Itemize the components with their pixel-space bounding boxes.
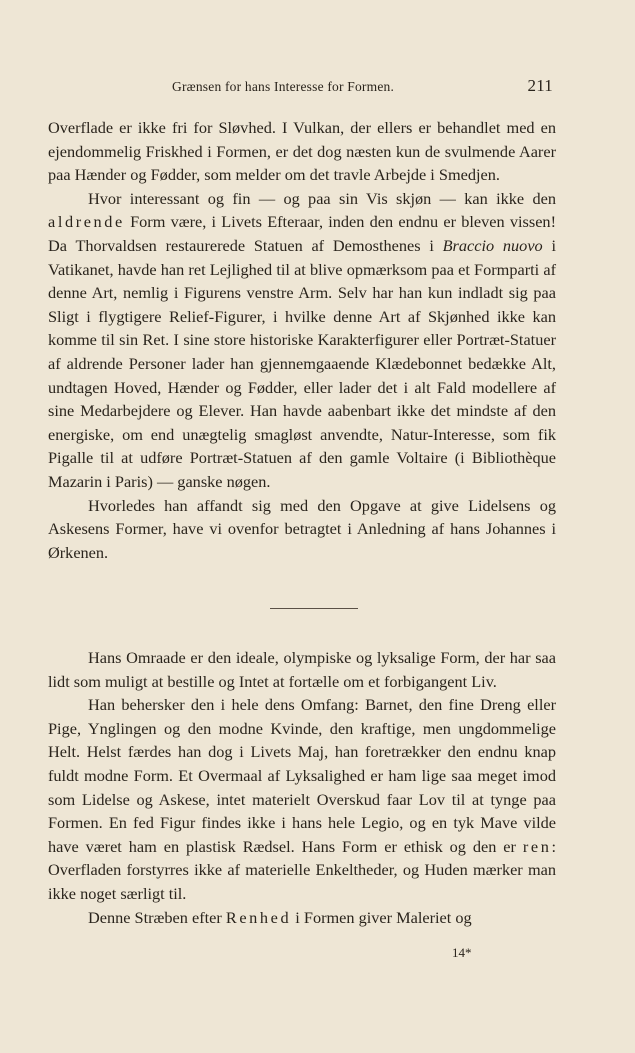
text-run: Han behersker den i hele dens Omfang: Barnet, den fine Dreng eller Pige, Ynglingen og den modne Kvinde, den kraftige, men ungdommelige Helt. Helst færdes han dog i Livets Maj, han foretrækker den endnu knap fuldt modne Form. Et Overmaal af Lyksalighed er ham lige saa meget imod som Lidelse og Askese, intet materielt Overskud faar Lov til at tynge paa Formen. En fed Figur findes ikke i hans hele Legio, og en tyk Mave vilde have været ham en plastisk Rædsel. Hans Form er ethisk og den er (48, 695, 556, 856)
top-text-block (48, 116, 556, 564)
signature-mark: 14* (452, 945, 472, 960)
emphasis-spaced: Renhed (225, 907, 292, 927)
text-run: : Overfladen forstyrres ikke af materielle Enkeltheder, og Huden mærker man ikke noget særligt til. (48, 836, 556, 903)
paragraph (48, 693, 556, 905)
paragraph: Overflade er ikke fri for Sløvhed. I Vulkan, der ellers er behandlet med en ejendommelig Friskhed i Formen, er det dog næsten kun de svulmende Aarer paa Hænder og Fødder, som melder om det travle Arbejde i Smedjen. (48, 118, 556, 185)
text-run: Denne Stræben efter (88, 907, 226, 927)
paragraph: Hans Omraade er den ideale, olympiske og lyksalige Form, der har saa lidt som muligt at bestille og Intet at fortælle om et forbigangent Liv. (48, 648, 556, 691)
section-divider (270, 608, 358, 609)
text-run: Hvor interessant og fin — og paa sin Vis skjøn — kan ikke den (88, 188, 556, 208)
paragraph: Hvorledes han affandt sig med den Opgave at give Lidelsens og Askesens Former, have vi ovenfor betragtet i Anledning af hans Johannes i Ørkenen. (48, 495, 556, 562)
text-run: Form være, i Livets Efteraar, inden den endnu er bleven vissen! Da Thorvaldsen restaurerede Statuen af Demosthenes i (48, 212, 556, 255)
text-run: i Formen giver Maleriet og (291, 907, 472, 927)
running-head (172, 76, 553, 98)
emphasis-spaced: ren (522, 836, 552, 856)
paragraph (48, 187, 556, 494)
running-title: Grænsen for hans Interesse for Formen. (172, 79, 395, 94)
emphasis-italic: Braccio nuovo (442, 235, 543, 255)
paragraph (48, 906, 556, 930)
page-number: 211 (527, 76, 553, 95)
text-run: i Vatikanet, havde han ret Lejlighed til at blive opmærksom paa et Formparti af denne Art, nemlig i Figurens venstre Arm. Selv har han kun indladt sig paa Sligt i flygtigere Relief-Figurer, i hvilke denne Art af Skjønhed ikke kan komme til sin Ret. I sine store historiske Karakterfigurer eller Portræt-Statuer af aldrende Personer lader han gjennemgaaende Klædebonnet bedække Alt, undtagen Hoved, Hænder og Fødder, eller lader det i alt Fald modellere af sine Medarbejdere og Elever. Han havde aabenbart ikke det mindste af den energiske, om end unægtelig smagløst anvendte, Natur-Interesse, som fik Pigalle til at udføre Portræt-Statuen af den gamle Voltaire (i Bibliothèque Mazarin i Paris) — ganske nøgen. (48, 235, 556, 491)
emphasis-spaced: aldrende (48, 212, 125, 232)
bottom-text-block (48, 646, 556, 929)
